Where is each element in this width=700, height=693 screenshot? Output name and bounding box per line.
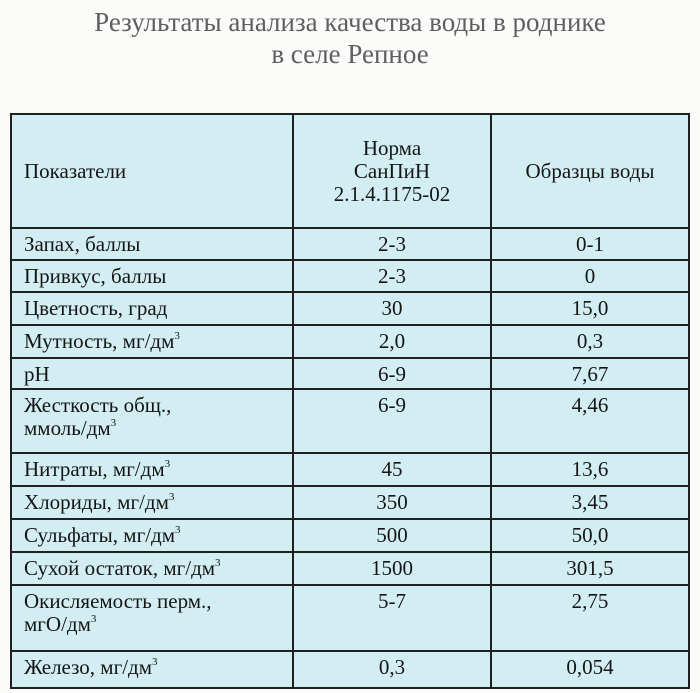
sample-value-cell: 15,0 [491, 292, 689, 325]
indicator-name: Железо, мг/дм [24, 654, 153, 679]
sample-value-cell: 2,75 [491, 585, 689, 651]
unit-exponent: 3 [215, 556, 221, 569]
indicator-cell [11, 585, 293, 651]
unit-exponent: 3 [174, 329, 180, 342]
unit-exponent: 3 [90, 612, 97, 625]
indicator-name: Сухой остаток, мг/дм [24, 555, 216, 580]
indicator-cell [11, 228, 293, 260]
sample-value-cell: 4,46 [491, 389, 689, 453]
header-norm-line-3: 2.1.4.1175-02 [333, 181, 451, 206]
title-line-2: в селе Репное [271, 39, 429, 69]
indicator-name: pH [24, 361, 50, 386]
results-table-container [10, 113, 688, 689]
indicator-name: Жесткость общ., [24, 392, 172, 417]
indicator-cell [11, 453, 293, 486]
norm-cell: 2-3 [293, 260, 491, 292]
indicator-cell [11, 486, 293, 519]
results-table [10, 113, 690, 689]
sample-value-cell: 0,3 [491, 325, 689, 358]
table-row [11, 585, 689, 651]
indicator-name: Мутность, мг/дм [24, 328, 175, 353]
unit-exponent: 3 [164, 457, 171, 470]
sample-value-cell: 50,0 [491, 519, 689, 552]
indicator-cell [11, 519, 293, 552]
indicator-name: Окисляемость перм., [24, 588, 212, 613]
table-row [11, 486, 689, 519]
table-row [11, 260, 689, 292]
indicator-name: Нитраты, мг/дм [24, 456, 165, 481]
norm-cell: 350 [293, 486, 491, 519]
unit-exponent: 3 [152, 655, 158, 668]
norm-cell: 1500 [293, 552, 491, 585]
norm-cell: 6-9 [293, 358, 491, 389]
table-row [11, 228, 689, 260]
indicator-name: Запах, баллы [24, 232, 141, 256]
header-indicator: Показатели [11, 114, 293, 228]
title-line-1: Результаты анализа качества воды в роднике [94, 7, 606, 37]
sample-value-cell: 301,5 [491, 552, 689, 585]
header-samples: Образцы воды [491, 114, 689, 228]
norm-cell: 2-3 [293, 228, 491, 260]
indicator-unit: ммоль/дм [24, 415, 111, 440]
sample-value-cell: 0,054 [491, 651, 689, 688]
table-row [11, 292, 689, 325]
norm-cell: 45 [293, 453, 491, 486]
sample-value-cell: 3,45 [491, 486, 689, 519]
norm-cell: 0,3 [293, 651, 491, 688]
header-norm-line-1: Норма [362, 135, 422, 160]
norm-cell: 2,0 [293, 325, 491, 358]
indicator-cell [11, 358, 293, 389]
sample-value-cell: 13,6 [491, 453, 689, 486]
table-row [11, 358, 689, 389]
unit-exponent: 3 [168, 490, 175, 503]
norm-cell: 6-9 [293, 389, 491, 453]
indicator-cell [11, 389, 293, 453]
norm-cell: 500 [293, 519, 491, 552]
indicator-cell [11, 325, 293, 358]
indicator-name: Сульфаты, мг/дм [24, 522, 175, 547]
indicator-cell [11, 552, 293, 585]
indicator-name: Цветность, град [24, 295, 168, 320]
unit-exponent: 3 [175, 523, 181, 536]
indicator-name: Привкус, баллы [24, 263, 167, 288]
indicator-cell [11, 292, 293, 325]
table-row [11, 552, 689, 585]
indicator-cell [11, 260, 293, 292]
table-row [11, 651, 689, 688]
indicator-name: Хлориды, мг/дм [24, 489, 169, 514]
header-norm [293, 114, 491, 228]
table-row [11, 389, 689, 453]
indicator-cell [11, 651, 293, 688]
table-row [11, 453, 689, 486]
norm-cell: 5-7 [293, 585, 491, 651]
table-row [11, 519, 689, 552]
page-title [0, 6, 700, 70]
unit-exponent: 3 [110, 416, 117, 429]
table-header-row [11, 114, 689, 228]
sample-value-cell: 0 [491, 260, 689, 292]
header-norm-line-2: СанПиН [353, 158, 431, 183]
norm-cell: 30 [293, 292, 491, 325]
table-row [11, 325, 689, 358]
indicator-unit: мгО/дм [24, 611, 91, 636]
sample-value-cell: 7,67 [491, 358, 689, 389]
sample-value-cell: 0-1 [491, 228, 689, 260]
